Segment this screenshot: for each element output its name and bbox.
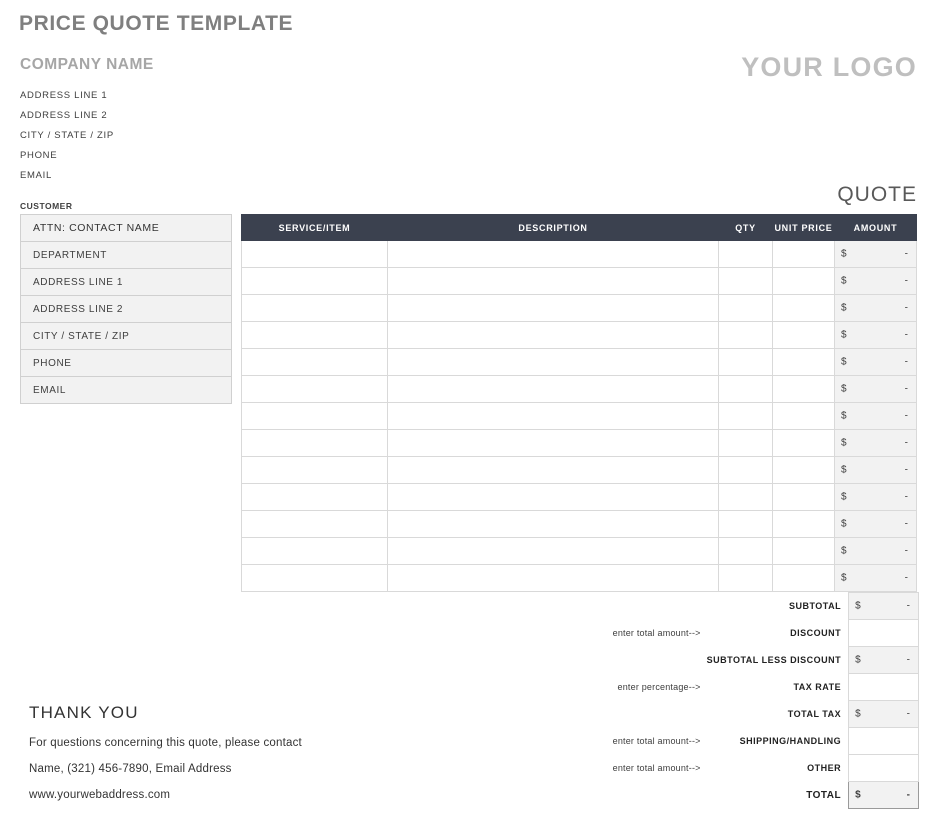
cell-unit-price[interactable]	[773, 430, 835, 457]
table-row	[242, 484, 917, 511]
currency-symbol: $	[841, 248, 847, 260]
amount-value: -	[904, 545, 908, 557]
amount-value: -	[904, 437, 908, 449]
table-row	[242, 457, 917, 484]
cell-description[interactable]	[388, 403, 719, 430]
cell-unit-price[interactable]	[773, 295, 835, 322]
cell-amount	[835, 565, 917, 592]
logo-placeholder: YOUR LOGO	[741, 52, 917, 82]
footer-contact-details: Name, (321) 456-7890, Email Address	[29, 763, 232, 775]
cell-service-item[interactable]	[242, 376, 388, 403]
customer-phone-field[interactable]: PHONE	[21, 350, 232, 377]
totals-label: TAX RATE	[793, 682, 842, 692]
column-header-service-item: SERVICE/ITEM	[242, 215, 388, 241]
cell-qty[interactable]	[719, 511, 773, 538]
totals-amount: -	[906, 708, 910, 720]
column-header-description: DESCRIPTION	[388, 215, 719, 241]
amount-value: -	[904, 329, 908, 341]
totals-row	[548, 647, 919, 674]
column-header-unit-price: UNIT PRICE	[773, 215, 835, 241]
customer-address-line-1-field[interactable]: ADDRESS LINE 1	[21, 269, 232, 296]
table-row	[21, 215, 232, 242]
cell-qty[interactable]	[719, 241, 773, 268]
cell-qty[interactable]	[719, 376, 773, 403]
currency-symbol: $	[841, 356, 847, 368]
cell-description[interactable]	[388, 538, 719, 565]
currency-symbol: $	[841, 491, 847, 503]
cell-amount	[835, 457, 917, 484]
cell-service-item[interactable]	[242, 538, 388, 565]
cell-amount	[835, 349, 917, 376]
totals-label: TOTAL	[806, 789, 842, 801]
cell-unit-price[interactable]	[773, 538, 835, 565]
table-row	[21, 242, 232, 269]
footer-thank-you-block	[29, 703, 302, 801]
amount-value: -	[904, 248, 908, 260]
totals-hint: enter total amount-->	[612, 736, 701, 746]
cell-qty[interactable]	[719, 430, 773, 457]
amount-value: -	[904, 518, 908, 530]
amount-value: -	[904, 491, 908, 503]
currency-symbol: $	[841, 383, 847, 395]
totals-hint	[548, 647, 707, 674]
currency-symbol: $	[855, 708, 861, 720]
cell-qty[interactable]	[719, 484, 773, 511]
table-row	[21, 377, 232, 404]
amount-value: -	[904, 464, 908, 476]
totals-label: SUBTOTAL LESS DISCOUNT	[706, 655, 842, 665]
totals-input-field[interactable]	[849, 728, 919, 755]
totals-row	[548, 674, 919, 701]
totals-label: OTHER	[807, 763, 842, 773]
totals-hint: enter percentage-->	[617, 682, 701, 692]
cell-service-item[interactable]	[242, 349, 388, 376]
totals-hint	[548, 701, 707, 728]
totals-row	[548, 728, 919, 755]
totals-input-field[interactable]	[849, 674, 919, 701]
company-address-line-1: ADDRESS LINE 1	[20, 90, 108, 101]
cell-unit-price[interactable]	[773, 241, 835, 268]
cell-service-item[interactable]	[242, 322, 388, 349]
totals-hint	[548, 593, 707, 620]
cell-service-item[interactable]	[242, 403, 388, 430]
totals-row	[548, 593, 919, 620]
cell-unit-price[interactable]	[773, 403, 835, 430]
currency-symbol: $	[841, 545, 847, 557]
table-row	[21, 269, 232, 296]
amount-value: -	[904, 572, 908, 584]
cell-qty[interactable]	[719, 538, 773, 565]
company-city-state-zip: CITY / STATE / ZIP	[20, 130, 114, 141]
cell-amount	[835, 376, 917, 403]
customer-email-field[interactable]: EMAIL	[21, 377, 232, 404]
amount-value: -	[904, 275, 908, 287]
cell-unit-price[interactable]	[773, 484, 835, 511]
company-address-line-2: ADDRESS LINE 2	[20, 110, 108, 121]
cell-description[interactable]	[388, 565, 719, 592]
company-address-block	[20, 86, 114, 186]
cell-amount	[835, 403, 917, 430]
column-header-qty: QTY	[719, 215, 773, 241]
customer-address-line-2-field[interactable]: ADDRESS LINE 2	[21, 296, 232, 323]
currency-symbol: $	[841, 437, 847, 449]
cell-service-item[interactable]	[242, 511, 388, 538]
cell-amount	[835, 322, 917, 349]
cell-description[interactable]	[388, 268, 719, 295]
totals-value	[849, 701, 919, 728]
cell-service-item[interactable]	[242, 295, 388, 322]
totals-row	[548, 755, 919, 782]
totals-hint	[548, 782, 707, 809]
cell-description[interactable]	[388, 511, 719, 538]
table-row	[242, 322, 917, 349]
table-row	[242, 376, 917, 403]
table-row	[242, 295, 917, 322]
line-items-table	[241, 214, 917, 592]
cell-qty[interactable]	[719, 403, 773, 430]
cell-service-item[interactable]	[242, 457, 388, 484]
table-row	[242, 403, 917, 430]
totals-input-field[interactable]	[849, 620, 919, 647]
footer-web-address: www.yourwebaddress.com	[29, 789, 171, 801]
cell-description[interactable]	[388, 376, 719, 403]
table-row	[242, 430, 917, 457]
column-header-amount: AMOUNT	[835, 215, 917, 241]
table-row	[242, 538, 917, 565]
cell-qty[interactable]	[719, 322, 773, 349]
cell-unit-price[interactable]	[773, 268, 835, 295]
customer-city-state-zip-field[interactable]: CITY / STATE / ZIP	[21, 323, 232, 350]
amount-value: -	[904, 410, 908, 422]
totals-amount: -	[906, 654, 910, 666]
items-table-header-row	[242, 215, 917, 241]
footer-contact-line: For questions concerning this quote, please contact	[29, 737, 302, 749]
table-row	[21, 350, 232, 377]
cell-description[interactable]	[388, 241, 719, 268]
cell-amount	[835, 538, 917, 565]
currency-symbol: $	[855, 654, 861, 666]
cell-amount	[835, 241, 917, 268]
table-row	[21, 296, 232, 323]
cell-service-item[interactable]	[242, 484, 388, 511]
totals-value	[849, 593, 919, 620]
company-phone: PHONE	[20, 150, 58, 161]
cell-unit-price[interactable]	[773, 565, 835, 592]
customer-section-label: CUSTOMER	[20, 201, 73, 211]
table-row	[242, 241, 917, 268]
currency-symbol: $	[841, 275, 847, 287]
totals-input-field[interactable]	[849, 755, 919, 782]
cell-qty[interactable]	[719, 565, 773, 592]
cell-description[interactable]	[388, 322, 719, 349]
cell-service-item[interactable]	[242, 241, 388, 268]
table-row	[21, 323, 232, 350]
customer-department-field[interactable]: DEPARTMENT	[21, 242, 232, 269]
page-title: PRICE QUOTE TEMPLATE	[19, 12, 294, 35]
table-row	[242, 511, 917, 538]
cell-qty[interactable]	[719, 457, 773, 484]
currency-symbol: $	[841, 464, 847, 476]
cell-service-item[interactable]	[242, 268, 388, 295]
cell-description[interactable]	[388, 295, 719, 322]
totals-hint: enter total amount-->	[612, 628, 701, 638]
totals-row	[548, 782, 919, 809]
items-table-body	[242, 241, 917, 592]
totals-amount: -	[906, 600, 910, 612]
cell-unit-price[interactable]	[773, 457, 835, 484]
totals-row	[548, 620, 919, 647]
totals-hint: enter total amount-->	[612, 763, 701, 773]
totals-value	[849, 782, 919, 809]
amount-value: -	[904, 383, 908, 395]
table-row	[242, 268, 917, 295]
cell-description[interactable]	[388, 457, 719, 484]
cell-amount	[835, 295, 917, 322]
cell-description[interactable]	[388, 430, 719, 457]
cell-amount	[835, 511, 917, 538]
cell-qty[interactable]	[719, 268, 773, 295]
totals-label: SHIPPING/HANDLING	[739, 736, 842, 746]
table-row	[242, 565, 917, 592]
currency-symbol: $	[855, 600, 861, 612]
totals-label: DISCOUNT	[790, 628, 842, 638]
cell-description[interactable]	[388, 349, 719, 376]
cell-qty[interactable]	[719, 349, 773, 376]
currency-symbol: $	[841, 302, 847, 314]
totals-row	[548, 701, 919, 728]
cell-unit-price[interactable]	[773, 349, 835, 376]
company-email: EMAIL	[20, 170, 53, 181]
amount-value: -	[904, 356, 908, 368]
totals-label: SUBTOTAL	[788, 601, 842, 611]
thank-you-heading: THANK YOU	[29, 703, 139, 722]
cell-amount	[835, 430, 917, 457]
totals-value	[849, 647, 919, 674]
currency-symbol: $	[841, 329, 847, 341]
currency-symbol: $	[841, 518, 847, 530]
table-row	[242, 349, 917, 376]
cell-service-item[interactable]	[242, 565, 388, 592]
currency-symbol: $	[841, 410, 847, 422]
quote-heading: QUOTE	[837, 183, 917, 206]
totals-table	[548, 592, 919, 809]
cell-description[interactable]	[388, 484, 719, 511]
cell-amount	[835, 268, 917, 295]
totals-amount: -	[906, 789, 910, 801]
cell-unit-price[interactable]	[773, 376, 835, 403]
cell-amount	[835, 484, 917, 511]
customer-contact-name-field[interactable]: ATTN: CONTACT NAME	[21, 215, 232, 242]
cell-service-item[interactable]	[242, 430, 388, 457]
amount-value: -	[904, 302, 908, 314]
totals-section	[548, 592, 937, 809]
company-name: COMPANY NAME	[20, 56, 154, 73]
cell-unit-price[interactable]	[773, 511, 835, 538]
totals-label: TOTAL TAX	[787, 709, 842, 719]
currency-symbol: $	[855, 789, 861, 801]
cell-unit-price[interactable]	[773, 322, 835, 349]
currency-symbol: $	[841, 572, 847, 584]
cell-qty[interactable]	[719, 295, 773, 322]
customer-info-table	[20, 214, 232, 404]
